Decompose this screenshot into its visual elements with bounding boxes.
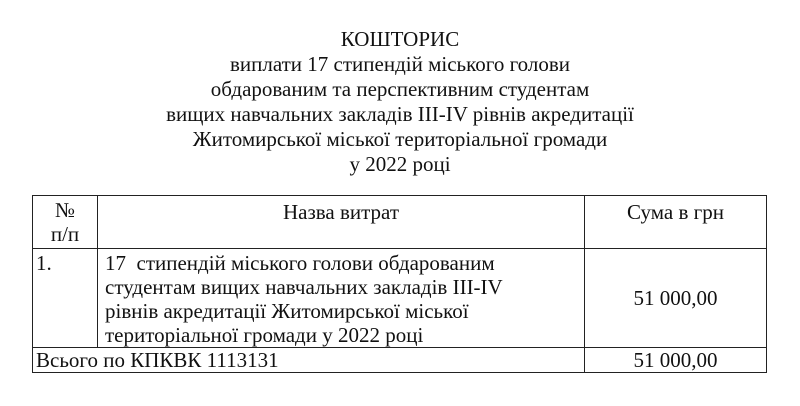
header-sum-cell: Сума в грн — [585, 196, 767, 249]
header-number-abbrev: п/п — [50, 222, 80, 246]
row-name-line-2: студентам вищих навчальних закладів ІІІ-ІV — [105, 275, 503, 299]
document-subtitle-line-5: у 2022 році — [349, 152, 451, 176]
total-sum-cell: 51 000,00 — [585, 348, 767, 373]
header-number-symbol: № — [54, 198, 76, 222]
document-title: КОШТОРИС — [340, 27, 460, 51]
estimate-table — [32, 195, 767, 373]
document-subtitle-line-3: вищих навчальних закладів ІІІ-ІV рівнів акредитації — [166, 102, 634, 126]
document-subtitle-line-1: виплати 17 стипендій міського голови — [229, 52, 571, 76]
row-name-cell — [98, 249, 585, 348]
header-name-cell: Назва витрат — [98, 196, 585, 249]
row-name-line-1: 17 стипендій міського голови обдарованим — [105, 251, 495, 275]
row-name-line-3: рівнів акредитації Житомирської міської — [105, 299, 469, 323]
row-number-cell: 1. — [33, 249, 98, 348]
table-total-row — [33, 348, 767, 373]
row-name-line-4: територіальної громади у 2022 році — [105, 323, 424, 347]
row-sum-cell: 51 000,00 — [585, 249, 767, 348]
header-number-cell — [33, 196, 98, 249]
total-label-cell: Всього по КПКВК 1113131 — [33, 348, 585, 373]
table-header-row — [33, 196, 767, 249]
document-subtitle-line-2: обдарованим та перспективним студентам — [210, 77, 590, 101]
document-subtitle-line-4: Житомирської міської територіальної громади — [192, 127, 608, 151]
document-heading — [0, 27, 800, 177]
table-row — [33, 249, 767, 348]
